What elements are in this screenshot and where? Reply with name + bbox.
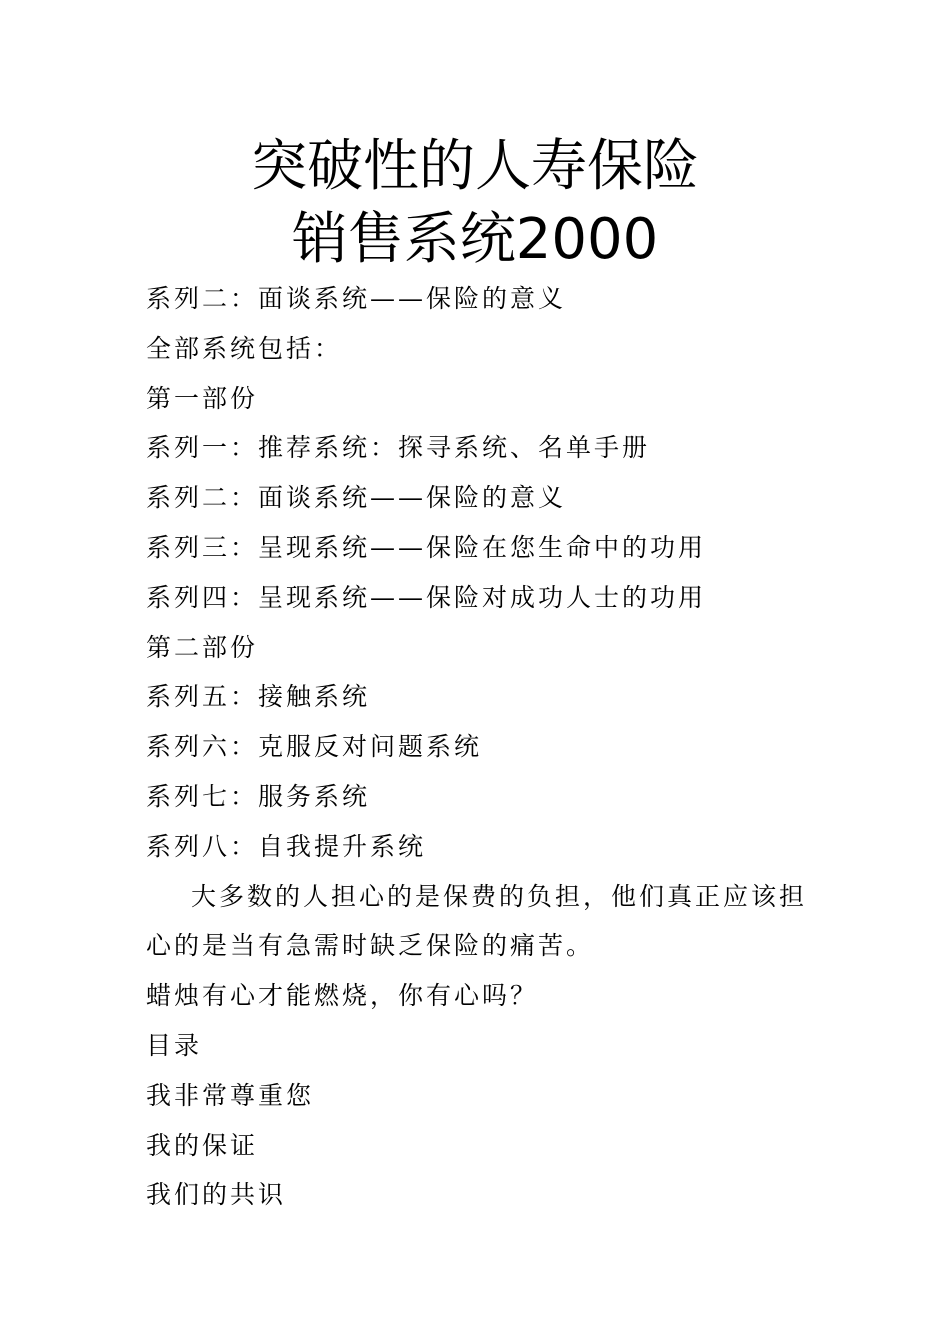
list-item: 系列三：呈现系统——保险在您生命中的功用	[146, 532, 707, 562]
document-title-line-1: 突破性的人寿保险	[251, 134, 699, 199]
toc-heading: 目录	[146, 1030, 203, 1060]
list-item: 系列八：自我提升系统	[146, 831, 427, 861]
section-heading: 第二部份	[146, 632, 259, 662]
text-line: 系列二：面谈系统——保险的意义	[146, 284, 567, 313]
list-item: 系列一：推荐系统：探寻系统、名单手册	[146, 433, 651, 463]
list-item: 系列四：呈现系统——保险对成功人士的功用	[146, 582, 707, 612]
text-line: 全部系统包括：	[146, 333, 343, 363]
section-heading: 第一部份	[146, 383, 259, 413]
list-item: 系列五：接触系统	[146, 682, 371, 712]
toc-item: 我非常尊重您	[146, 1080, 315, 1110]
list-item: 系列七：服务系统	[146, 781, 371, 811]
list-item: 系列二：面谈系统——保险的意义	[146, 483, 567, 513]
toc-item: 我的保证	[146, 1130, 259, 1160]
toc-item: 我们的共识	[146, 1180, 287, 1210]
document-title-line-2: 销售系统2000	[291, 207, 659, 272]
text-line: 蜡烛有心才能燃烧，你有心吗？	[146, 981, 539, 1011]
body-paragraph: 大多数的人担心的是保费的负担，他们真正应该担心的是当有急需时缺乏保险的痛苦。	[146, 881, 808, 961]
document-body	[146, 274, 826, 1220]
list-item: 系列六：克服反对问题系统	[146, 732, 483, 762]
